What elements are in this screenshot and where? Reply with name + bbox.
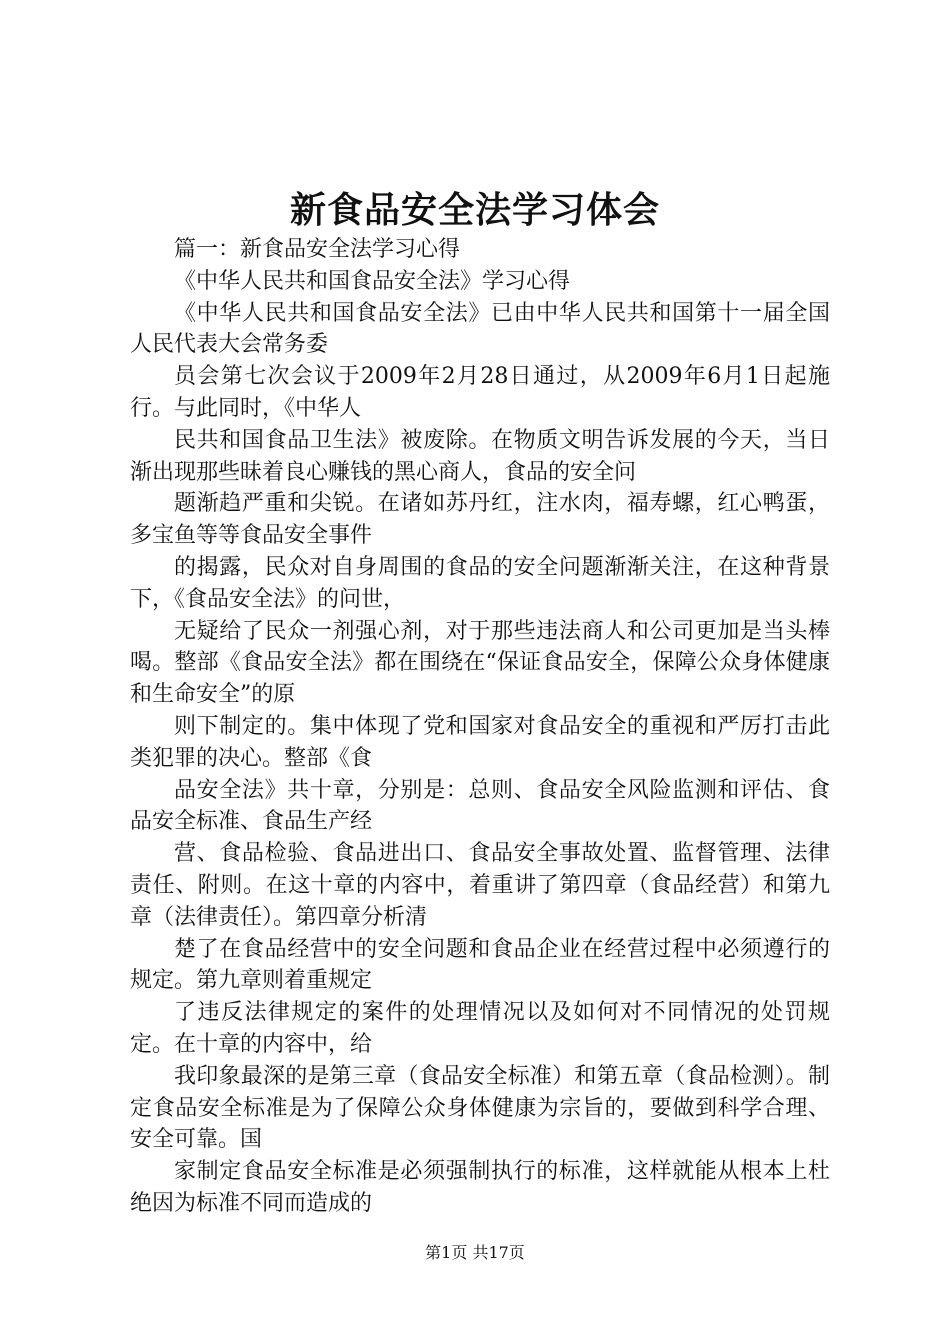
document-title: 新食品安全法学习体会 bbox=[289, 189, 660, 231]
document-body bbox=[130, 234, 830, 1220]
paragraph: 题渐趋严重和尖锐。在诸如苏丹红，注水肉，福寿螺，红心鸭蛋，多宝鱼等等食品安全事件 bbox=[130, 491, 830, 549]
paragraph: 民共和国食品卫生法》被废除。在物质文明告诉发展的今天，当日渐出现那些昧着良心赚钱的黑心商人，食品的安全问 bbox=[130, 427, 830, 485]
paragraph: 无疑给了民众一剂强心剂，对于那些违法商人和公司更加是当头棒喝。整部《食品安全法》都在围绕在“保证食品安全，保障公众身体健康和生命安全”的原 bbox=[130, 618, 830, 708]
paragraph: 则下制定的。集中体现了党和国家对食品安全的重视和严厉打击此类犯罪的决心。整部《食 bbox=[130, 713, 830, 771]
paragraph: 的揭露，民众对自身周围的食品的安全问题渐渐关注，在这种背景下，《食品安全法》的问世， bbox=[130, 554, 830, 612]
paragraph: 了违反法律规定的案件的处理情况以及如何对不同情况的处罚规定。在十章的内容中，给 bbox=[130, 1000, 830, 1057]
paragraph: 我印象最深的是第三章（食品安全标准）和第五章（食品检测）。制定食品安全标准是为了保障公众身体健康为宗旨的，要做到科学合理、安全可靠。国 bbox=[130, 1063, 830, 1153]
paragraph: 篇一：新食品安全法学习心得 bbox=[174, 237, 461, 262]
paragraph: 《中华人民共和国食品安全法》已由中华人民共和国第十一届全国人民代表大会常务委 bbox=[130, 300, 830, 358]
paragraph: 家制定食品安全标准是必须强制执行的标准，这样就能从根本上杜绝因为标准不同而造成的 bbox=[130, 1159, 830, 1216]
paragraph: 营、食品检验、食品进出口、食品安全事故处置、监督管理、法律责任、附则。在这十章的内容中，着重讲了第四章（食品经营）和第九章（法律责任）。第四章分析清 bbox=[130, 841, 830, 930]
paragraph: 《中华人民共和国食品安全法》学习心得 bbox=[174, 268, 571, 294]
paragraph: 楚了在食品经营中的安全问题和食品企业在经营过程中必须遵行的规定。第九章则着重规定 bbox=[130, 936, 830, 994]
paragraph: 员会第七次会议于2009年2月28日通过，从2009年6月1日起施行。与此同时，《中华人 bbox=[130, 364, 830, 421]
paragraph: 品安全法》共十章，分别是：总则、食品安全风险监测和评估、食品安全标准、食品生产经 bbox=[130, 777, 830, 835]
page-number-footer: 第1页 共17页 bbox=[425, 1243, 525, 1262]
